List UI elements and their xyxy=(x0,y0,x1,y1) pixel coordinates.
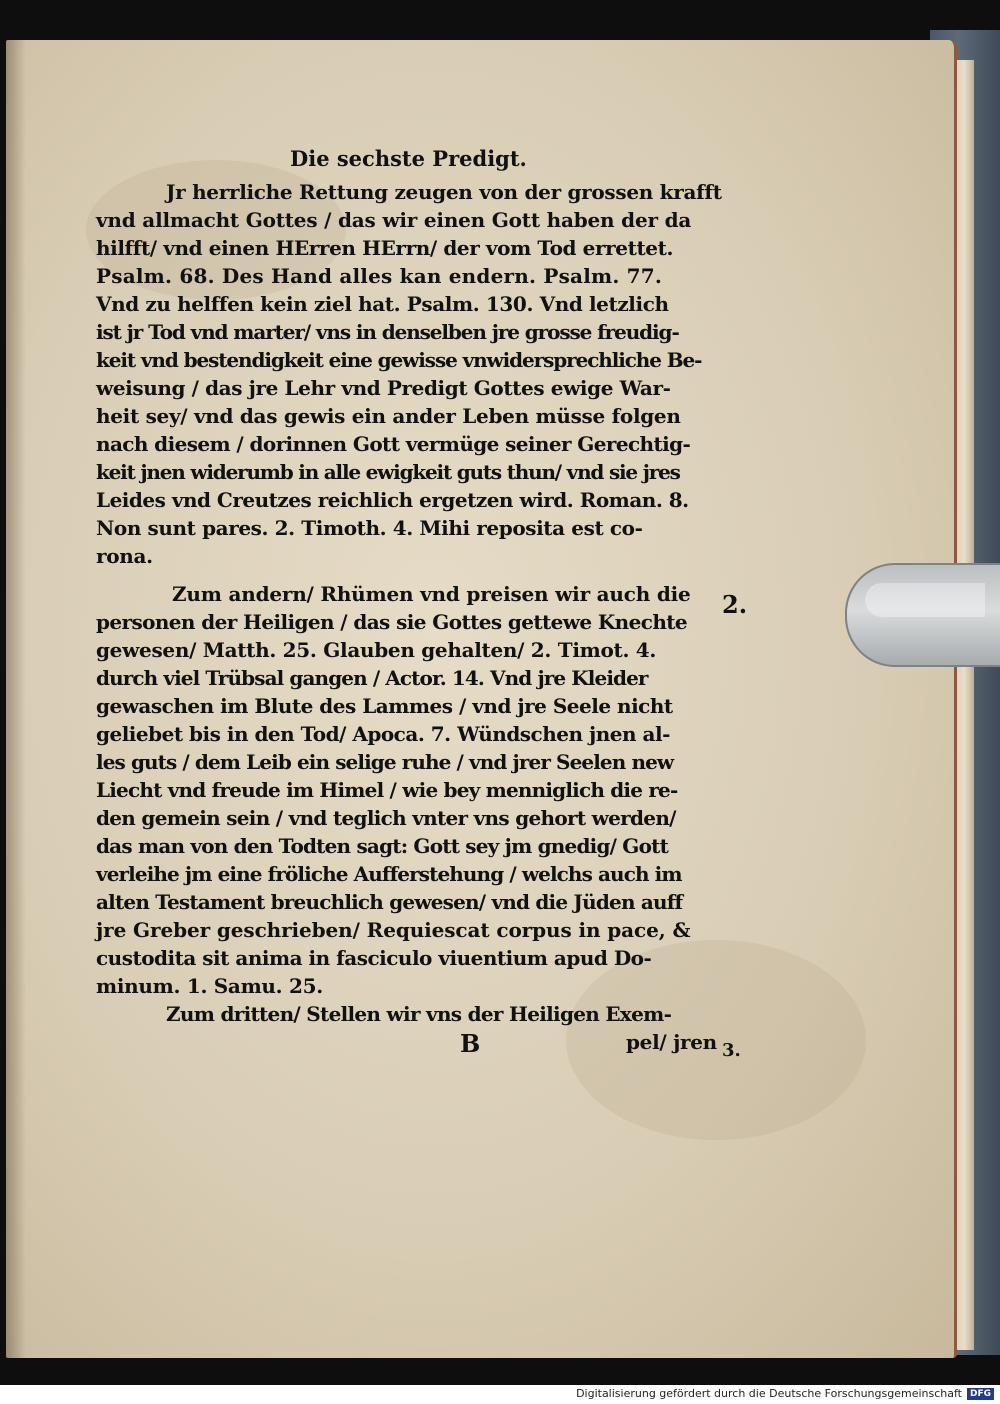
text-line: vnd allmacht Gottes / das wir einen Gott haben der da xyxy=(96,208,692,232)
footer-bar xyxy=(0,1385,1000,1404)
text-line: rona. xyxy=(96,544,153,568)
funding-notice: Digitalisierung gefördert durch die Deutsche Forschungsgemeinschaft xyxy=(576,1387,962,1400)
signature-mark: B xyxy=(460,1029,480,1058)
text-line: personen der Heiligen / das sie Gottes gettewe Knechte xyxy=(96,610,688,634)
text-line: Zum andern/ Rhümen vnd preisen wir auch die xyxy=(172,582,691,606)
text-line: les guts / dem Leib ein selige ruhe / vnd jrer Seelen new xyxy=(96,750,674,774)
text-line: Liecht vnd freude im Himel / wie bey menniglich die re- xyxy=(96,778,678,802)
catchword: pel/ jren xyxy=(626,1030,717,1054)
text-line: geliebet bis in den Tod/ Apoca. 7. Wündschen jnen al- xyxy=(96,722,670,746)
text-line: alten Testament breuchlich gewesen/ vnd die Jüden auff xyxy=(96,890,683,914)
text-line: gewesen/ Matth. 25. Glauben gehalten/ 2. Timot. 4. xyxy=(96,638,657,662)
text-line: ist jr Tod vnd marter/ vns in denselben jre grosse freudig- xyxy=(96,320,679,344)
margin-number: 2. xyxy=(722,590,748,619)
text-line: Leides vnd Creutzes reichlich ergetzen wird. Roman. 8. xyxy=(96,488,689,512)
text-line: Jr herrliche Rettung zeugen von der grossen krafft xyxy=(166,180,722,204)
text-line: weisung / das jre Lehr vnd Predigt Gottes ewige War- xyxy=(96,376,671,400)
text-line: gewaschen im Blute des Lammes / vnd jre Seele nicht xyxy=(96,694,673,718)
text-line: jre Greber geschrieben/ Requiescat corpus in pace, & xyxy=(96,918,691,942)
text-line: custodita sit anima in fasciculo viuentium apud Do- xyxy=(96,946,652,970)
text-line: hilfft/ vnd einen HErren HErrn/ der vom Tod errettet. xyxy=(96,236,674,260)
text-line: Vnd zu helffen kein ziel hat. Psalm. 130. Vnd letzlich xyxy=(96,292,669,316)
text-line: minum. 1. Samu. 25. xyxy=(96,974,323,998)
text-line: durch viel Trübsal gangen / Actor. 14. Vnd jre Kleider xyxy=(96,666,648,690)
text-line: verleihe jm eine fröliche Aufferstehung / welchs auch im xyxy=(96,862,682,886)
text-line: das man von den Todten sagt: Gott sey jm gnedig/ Gott xyxy=(96,834,669,858)
running-header: Die sechste Predigt. xyxy=(290,146,527,171)
page-clip xyxy=(845,563,1000,667)
text-line: Zum dritten/ Stellen wir vns der Heiligen Exem- xyxy=(166,1002,672,1026)
dfg-logo-icon: DFG xyxy=(967,1388,994,1400)
text-line: nach diesem / dorinnen Gott vermüge seiner Gerechtig- xyxy=(96,432,691,456)
text-line: Non sunt pares. 2. Timoth. 4. Mihi reposita est co- xyxy=(96,516,643,540)
margin-number: 3. xyxy=(722,1040,741,1061)
text-line: den gemein sein / vnd teglich vnter vns gehort werden/ xyxy=(96,806,676,830)
text-line: Psalm. 68. Des Hand alles kan endern. Psalm. 77. xyxy=(96,264,663,288)
text-line: keit vnd bestendigkeit eine gewisse vnwidersprechliche Be- xyxy=(96,348,702,372)
text-line: heit sey/ vnd das gewis ein ander Leben müsse folgen xyxy=(96,404,681,428)
text-line: keit jnen widerumb in alle ewigkeit guts thun/ vnd sie jres xyxy=(96,460,680,484)
